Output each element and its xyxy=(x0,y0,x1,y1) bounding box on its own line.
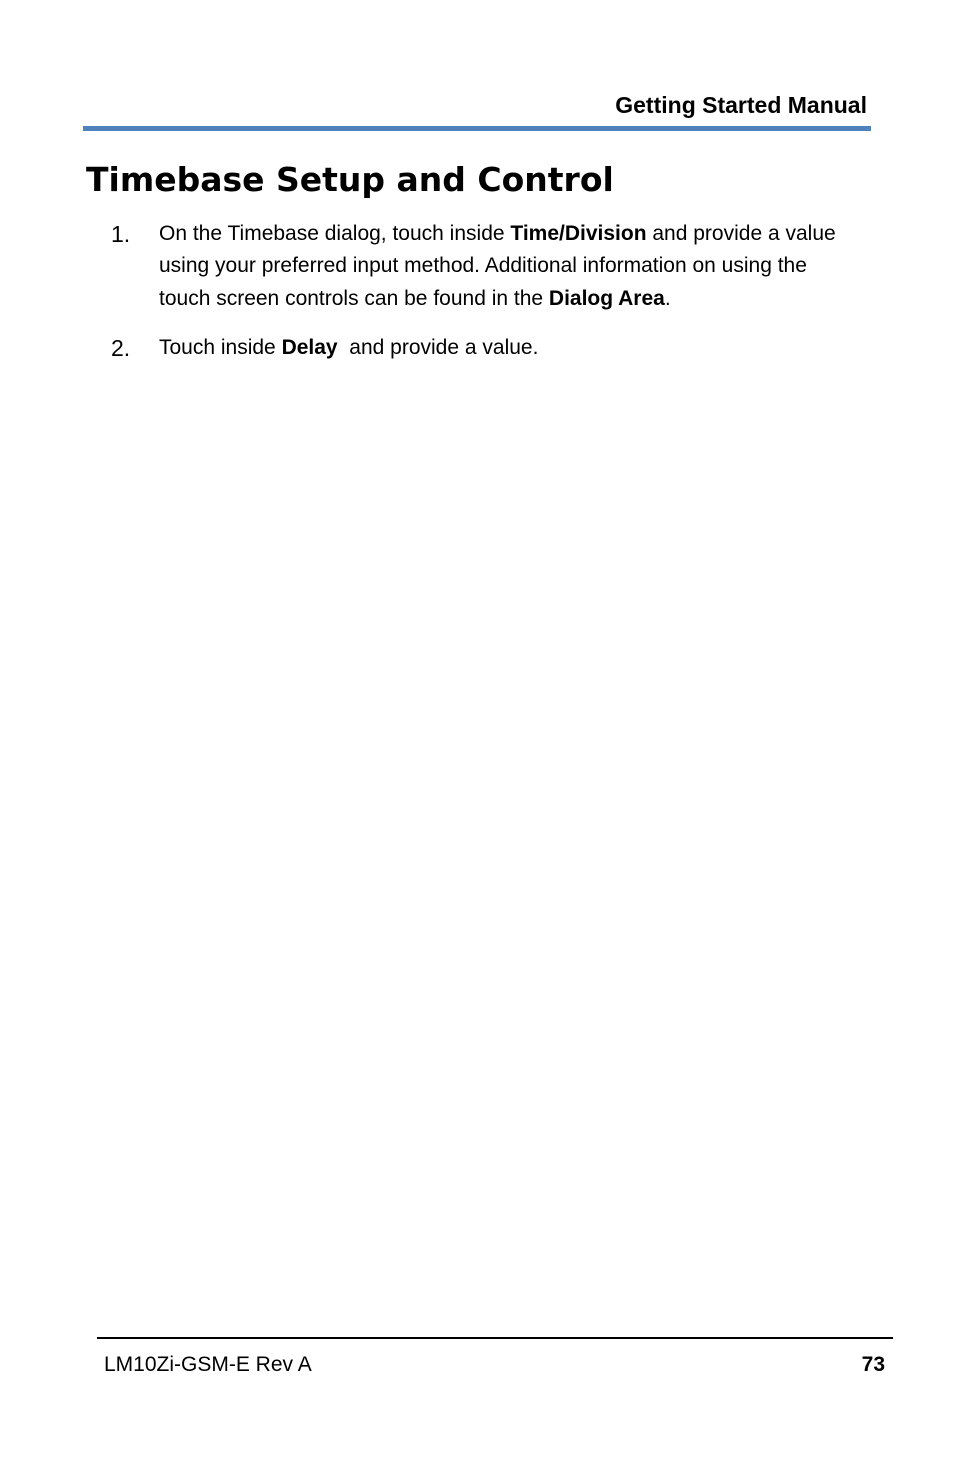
step-text: and provide a value. xyxy=(337,335,539,359)
footer-document-id: LM10Zi-GSM-E Rev A xyxy=(104,1353,312,1376)
step-text: On the Timebase dialog, touch inside xyxy=(159,222,511,245)
footer-page-number: 73 xyxy=(861,1353,885,1376)
step-number: 2. xyxy=(111,334,131,361)
header-rule xyxy=(83,126,871,131)
steps-list xyxy=(110,218,862,364)
step-number: 1. xyxy=(111,221,131,247)
header-title: Getting Started Manual xyxy=(615,92,867,118)
step-text: Touch inside xyxy=(159,335,282,359)
step-text: . xyxy=(664,286,671,310)
step-1 xyxy=(110,218,862,315)
footer-rule xyxy=(97,1337,893,1339)
term-delay: Delay xyxy=(281,335,338,359)
term-dialog-area: Dialog Area xyxy=(548,286,665,310)
section-title: Timebase Setup and Control xyxy=(86,160,614,199)
term-time-division: Time/Division xyxy=(510,222,647,245)
step-2 xyxy=(110,332,862,364)
step-text: and provide a value using your preferred input method. Additional information on using the touch screen controls can be found in the xyxy=(159,222,836,310)
